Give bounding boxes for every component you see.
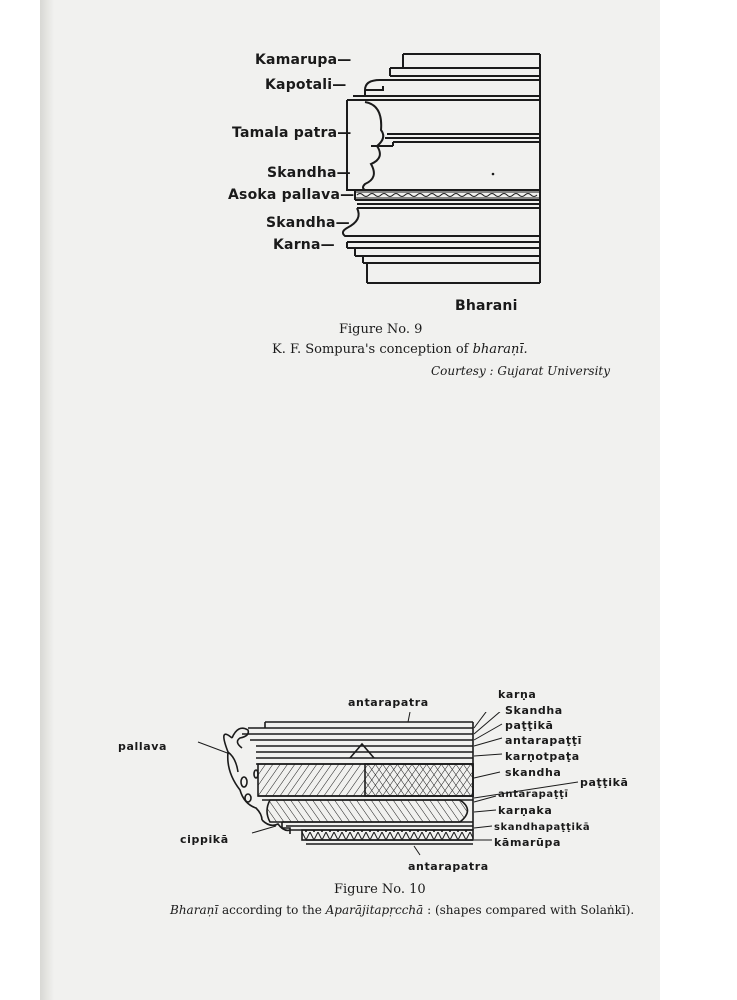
fig9-label-kamarupa: Kamarupa— [255, 52, 352, 68]
fig10-label-antarapatra-bottom: antarapatra [408, 860, 489, 873]
fig10-caption-italic-1: Bharaṇī [170, 903, 219, 917]
fig10-caption-text-2: : (shapes compared with Solaṅkī). [423, 903, 635, 917]
fig10-label-pattika-lower: paṭṭikā [580, 776, 629, 789]
fig9-corner-label: Bharani [455, 298, 518, 314]
fig9-courtesy-prefix: Courtesy : [431, 364, 494, 378]
fig10-label-skandha-upper: Skandha [505, 704, 563, 717]
fig9-label-tamala-patra: Tamala patra— [232, 125, 352, 141]
fig9-label-skandha-lower: Skandha— [266, 215, 350, 231]
fig10-caption-italic-2: Aparājitapṛcchā [325, 903, 424, 917]
fig10-label-kamarupa: kāmarūpa [494, 836, 561, 849]
fig9-caption-text: K. F. Sompura's conception of [272, 342, 469, 357]
fig10-label-antarapatti-upper: antarapaṭṭī [505, 734, 582, 747]
fig10-label-karna: karṇa [498, 688, 537, 701]
fig10-moulding-drawing [170, 712, 610, 862]
fig10-label-antarapatti-lower: antarapaṭṭī [498, 789, 569, 800]
fig10-label-antarapatra-top: antarapatra [348, 696, 429, 709]
fig10-label-skandha-lower: skandha [505, 766, 562, 779]
fig10-label-skandhapattika: skandhapaṭṭikā [494, 822, 591, 833]
fig10-label-pallava: pallava [118, 740, 168, 753]
fig10-label-cippika: cippikā [180, 833, 229, 846]
fig10-label-pattika-upper: paṭṭikā [505, 719, 554, 732]
fig10-caption-text-1: according to the [218, 903, 326, 917]
fig10-caption [170, 903, 634, 917]
fig9-label-skandha-upper: Skandha— [267, 165, 351, 181]
fig10-label-karnaka: karṇaka [498, 804, 553, 817]
fig9-moulding-drawing [335, 50, 550, 290]
fig9-courtesy [431, 364, 610, 378]
fig9-courtesy-source: Gujarat University [497, 364, 611, 378]
fig9-caption [272, 342, 528, 357]
fig9-caption-italic: bharaṇī. [472, 342, 528, 357]
fig9-label-karna: Karna— [273, 237, 335, 253]
fig9-label-kapotali: Kapotali— [265, 77, 347, 93]
fig9-number: Figure No. 9 [339, 322, 423, 337]
fig9-label-asoka-pallava: Asoka pallava— [228, 187, 355, 203]
fig10-label-karnotpata: karṇotpaṭa [505, 750, 580, 763]
fig10-number: Figure No. 10 [334, 882, 426, 897]
page-gutter-shadow [40, 0, 54, 1000]
